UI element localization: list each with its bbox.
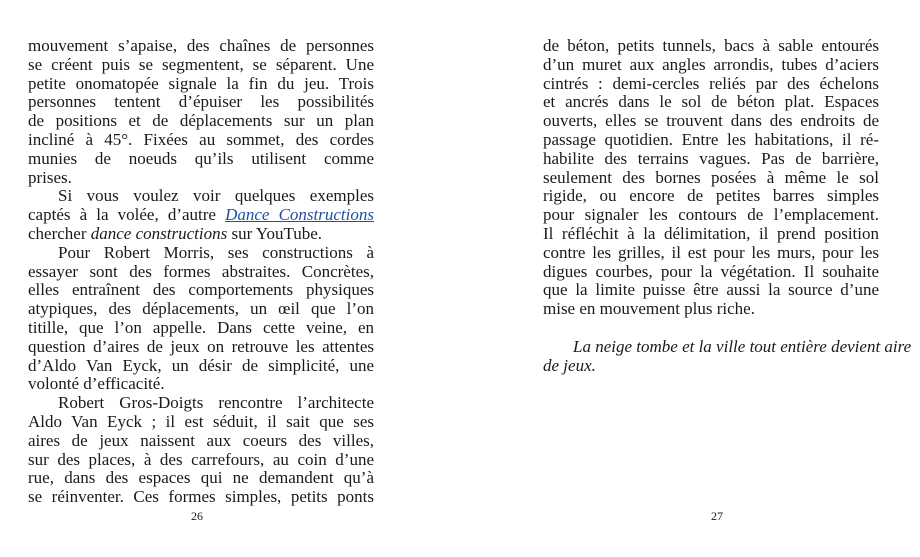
text-segment: contre les grilles, il est pour les murs, pour les [543,242,879,262]
text-segment: Il réfléchit à la délimitation, il prend position [543,223,879,243]
text-segment: volonté d’efficacité. [28,374,165,394]
text-line [28,112,374,131]
text-segment: seulement des bornes posées à même le sol [543,167,879,187]
text-line [28,432,374,451]
text-segment: sur des places, à des carrefours, au coin d’une [28,449,374,469]
text-segment: se créent puis se segmentent, se séparent. Une [28,54,374,74]
text-segment: rue, dans des espaces qui ne demandent qu’à [28,468,374,488]
text-line [543,37,879,56]
right-page-body [543,36,912,375]
text-line [543,169,879,188]
text-line [28,225,374,244]
text-segment: que la limite puisse être aussi la source d’une [543,280,879,300]
italic-text: de jeux. [543,355,596,375]
text-line [543,336,912,357]
text-line [28,300,374,319]
text-line [28,93,374,112]
text-line [28,244,374,263]
text-segment: passage quotidien. Entre les habitations, il ré- [543,129,879,149]
text-segment: d’un muret aux angles arrondis, tubes d’aciers [543,54,879,74]
italic-text: dance constructions [90,223,228,243]
text-segment: question d’aires de jeux on retrouve les attentes [28,336,374,356]
text-segment: chercher [28,223,91,243]
text-segment: atypiques, des déplacements, un œil que l’on [28,299,374,319]
text-line [28,319,374,338]
text-line [543,56,879,75]
text-segment: rigide, ou encore de petites barres simples [543,186,879,206]
text-line [28,56,374,75]
text-segment: d’Aldo Van Eyck, un désir de simplicité, une [28,355,374,375]
text-line [543,357,879,376]
page-number-left: 26 [191,509,203,523]
text-segment: habilite des terrains vagues. Pas de barrière, [543,148,879,168]
text-segment: mise en mouvement plus riche. [543,299,755,319]
text-line [543,300,879,319]
text-segment: aires de jeux naissent aux coeurs des villes, [28,430,374,450]
text-line [28,150,374,169]
dance-constructions-link[interactable]: Dance Constructions [225,205,374,225]
text-segment: munies de noeuds qu’ils utilisent comme [28,148,374,168]
text-line [28,75,374,94]
text-segment: Robert Gros-Doigts rencontre l’architecte [58,393,374,413]
text-line [28,169,374,188]
text-line [28,37,374,56]
text-segment: cintrés : demi-cercles reliés par des échelons [543,73,879,93]
text-line [543,112,879,131]
text-line [28,488,374,507]
text-segment: personnes tentent d’épuiser les possibilités [28,92,374,112]
text-segment: se réinventer. Ces formes simples, petits ponts [28,487,374,507]
text-line [28,281,374,300]
text-segment: digues courbes, pour la végétation. Il souhaite [543,261,879,281]
text-segment: de béton, petits tunnels, bacs à sable entourés [543,36,879,55]
text-segment: pour signaler les contours de l’emplacement. [543,205,879,225]
text-segment: petite onomatopée signale la fin du jeu. Trois [28,73,374,93]
text-line [28,187,374,206]
text-segment: elles entraînent des comportements physiques [28,280,374,300]
text-line [543,93,879,112]
left-page-body [28,37,374,507]
text-segment: captés à la volée, d’autre [28,205,226,225]
text-line [28,413,374,432]
text-line [28,357,374,376]
italic-text: La neige tombe et la ville tout entière devient aire [573,336,912,356]
text-line [543,281,879,300]
text-line [28,375,374,394]
text-segment: prises. [28,167,72,187]
text-line [543,206,879,225]
text-line [28,469,374,488]
text-segment: Si vous voulez voir quelques exemples [58,186,374,206]
text-segment: de positions et de déplacements sur un plan [28,111,374,131]
text-segment: et ancrés dans le sol de béton plat. Espaces [543,92,879,112]
text-line [28,131,374,150]
text-segment: Pour Robert Morris, ses constructions à [58,242,374,262]
text-segment: sur YouTube. [227,223,323,243]
text-line [28,263,374,282]
text-line [28,206,374,225]
text-line [543,244,879,263]
text-line [543,75,879,94]
text-segment: titille, que l’on appelle. Dans cette veine, en [28,317,374,337]
text-segment: incliné à 45°. Fixées au sommet, des cordes [28,129,374,149]
text-line [543,225,879,244]
text-segment: Aldo Van Eyck ; il est séduit, il sait que ses [28,411,374,431]
page-number-right: 27 [711,509,723,523]
blank-line [543,319,879,338]
text-segment: mouvement s’apaise, des chaînes de personnes [28,36,374,55]
text-line [28,451,374,470]
text-line [543,131,879,150]
text-line [543,187,879,206]
text-line [28,338,374,357]
text-line [543,150,879,169]
text-line [543,263,879,282]
text-segment: essayer sont des formes abstraites. Concrètes, [28,261,374,281]
text-segment: ouverts, elles se trouvent dans des endroits de [543,111,879,131]
text-line [28,394,374,413]
